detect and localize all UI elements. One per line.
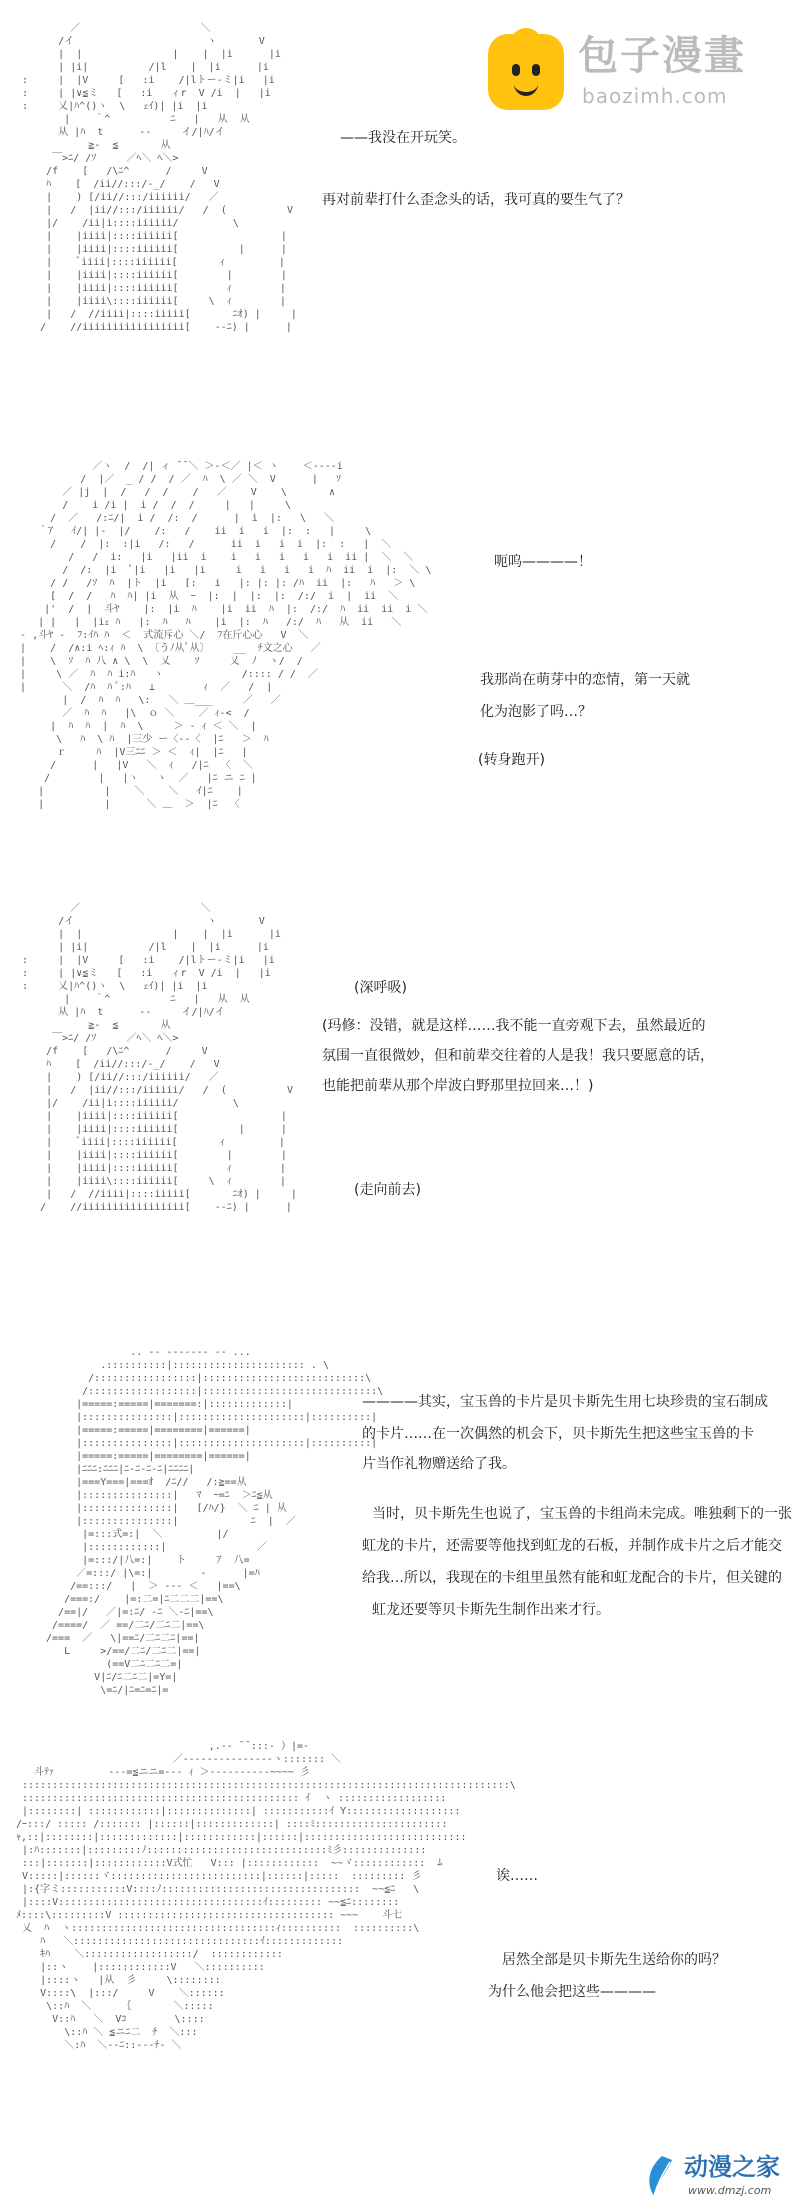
dialogue-line: 虹龙的卡片，还需要等他找到虹龙的石板，并制作成卡片之后才能交 (362, 1538, 782, 1554)
dialogue-line: 也能把前辈从那个岸波白野那里拉回来…！) (322, 1078, 594, 1094)
comic-panel-4 (0, 1340, 800, 1730)
dialogue-line: 化为泡影了吗…？ (480, 704, 592, 720)
ascii-art: ／ヽ / /| ィ ̄ ̄ ＼ ＞‐＜／ |＜ ヽ ＜‐‐‐‐i / |／ _ / / / ／ ﾊ \ ／ ＼ V | ｿ ／ |j | / / / / ／ V \ ∧ / i /i | i / / / | | \ / ／ /:ﾆ/| i / /: / | i |: \ ＼ ｀ｱ ｲ/| |‐ |/ /: / ii i i |: : | \ / / |: :|i /: / ii i i i |: : | ＼ / / i: |i |ii i i i i i i ii | ＼ ＼ / /: |i ﾟ|i |i |i i i i i ﾊ ii i |: ＼ \ / / /ｿ ﾊ |ト |i [: i |: |: |: /ﾊ ii |: ﾊ ＞ \ [ / / ﾊ ﾊ| |i 从 ｰ |: | |: |: /:/ i | ii ＼ |' / | 斗ﾔ |: |i ﾊ |i ii ﾊ |: /:/ ﾊ ii ii i ＼ | | | |iｪ ﾊ |: ﾊ ﾊ |i |: ﾊ /:/ ﾊ 从 ii ＼ ‐ ,斗ﾔ ‐ ﾌ:ｲﾊ ﾊ ＜ 式流斥心 ＼/ ﾌ在斤心心 V ＼ | / /∧:i ﾍ:ｨ ﾊ \ 〔うﾉ从ﾟ从〕 __ ﾁ文之心 ／ | \ ｿ ﾊ 八 ∧ \ \ 乂 ｿ 乂 ﾉ ヽ/ / | \ ／ ﾊ ﾊ i:ﾊ ヽ /:::: / / ／ | ＼ /ﾊ ﾊ ﾟ:ﾊ ⊥ ｨ ／ / | | / ﾊ ﾊ \: ＼ ＿___ ／ ／ ／ ﾊ ﾊ |\ ｏ ＼ ／ ｨ‐< / | ﾊ ﾊ | ﾊ \ ＞ ‐ ｨ ＜ ＼ | \ ﾊ \ ﾊ |三少 ー〈‐‐〈 |ﾆ ＞ ﾊ ｒ ﾊ |V三ﾆﾆ ＞ ＜ ｨ| |ﾆ | / | |V ＼ ｨ /|ﾆ 〈 ＼ / | |ヽ ヽ ／ |ﾆ ニ ﾆ | | | ＼ ＼ ｲ|ﾆ | | | ＼ ＿ ＞ |ﾆ 〈 (20, 461, 432, 810)
dialogue-line: 虹龙还要等贝卡斯先生制作出来才行。 (372, 1602, 610, 1618)
comic-panel-5 (0, 1740, 800, 2140)
dialogue-line: 我那尚在萌芽中的恋情，第一天就 (480, 672, 690, 688)
dialogue-line: 氛围一直很微妙，但和前辈交往着的人是我！我只要愿意的话， (322, 1048, 714, 1064)
dialogue-line: 当时，贝卡斯先生也说了，宝玉兽的卡组尚未完成。唯独剩下的一张 (372, 1506, 792, 1522)
ascii-art: ,.‐‐ ̄ ̄ :::‐ ）|=‐ ／‐‐‐‐‐‐‐‐‐‐‐‐‐‐‐ヽ::::::: ＼ 斗ﾃｧ ‐‐‐=≦ニニ=‐‐‐ ｨ ＞‐‐‐‐‐‐‐‐‐‐~~~~ 彡 :::::::::::::::::::::::::::::::::::::::::::::::::::::::::::::::::::::::::::::::::\ :::::::::::::::::::::::::::::::::::::::::::::: ｲ ヽ :::::::::::::::::: |::::::::| ::::::::::::|::::::::::::::| :::::::::::ｲ Y::::::::::::::::::: /ｰ:::/ ::::: /::::::: |::::::|:::::::::::::| ::::ﾐ:::::::::::::::::::::: ｬ,::|::::::::|:::::::::::::|::::::::::::|::::::|::::::::::::::::::::::::::: |:ﾊ:::::::|:::::::::ﾉ::::::::::::::::::::::::::::::ﾐ彡:::::::::::::: :::|:::::::|::::::::::::V式忙 V::: |:::::::::::: ~~ヾ:::::::::::: ﾑ V:::::|::::::ヾ:::::::::::::::::::::::::|::::::|::::: ::::::::: 彡 |:{字ミ:::::::::::V::::ﾉ::::::::::::::::::::::::::::::::: ~~≦ﾆ \ |::::V::::::::::::::::::::::::::::::::::ｲ::::::::: ~~≦ﾆ:::::::: ﾒ::::\:::::::::V :::::::::::::::::::::::::::::::::::: ~~~ 斗七 乂 ﾊ ヽ::::::::::::::::::::::::::::::::::ｨ:::::::::: ::::::::::\ ﾊ ＼:::::::::::::::::::::::::::::::ｲ::::::::::::: ｷﾊ ＼::::::::::::::::::/ :::::::::::: |::ヽ |::::::::::::V ＼:::::::::: |::::ヽ |从 彡 \:::::::: V::::\ |:::/ V ＼:::::: \::ﾊ ＼ ｛ ＼::::: V::ﾊ ＼ Vｺ \:::: \::ﾊ ＼ ≦ニﾆ二 ﾁ ＼::: ＼:ﾊ ＼‐‐ﾆ::‐‐‐ﾁ‐ ＼ (16, 1741, 516, 2051)
watermark-url: baozimh.com (582, 84, 728, 108)
dialogue-line: (转身跑开) (478, 752, 545, 768)
comic-panel-1 (0, 0, 800, 440)
dialogue-line: ——我没在开玩笑。 (340, 130, 466, 146)
leaf-logo-icon (644, 2154, 674, 2198)
ascii-art: .. -- ‐‐‐‐‐‐‐ -- ... .::::::::::|:::::::::::::::::::::: . \ /:::::::::::::::::|:::::::::::::::::::::::::::\ /::::::::::::::::::|:::::::::::::::::::::::::::::\ |=====:=====|=======:|:::::::::::::| |:::::::::::::::|:::::::::::::::::::::|::::::::::| |=====:=====|========|======| |:::::::::::::::|:::::::::::::::::::::|::::::::::| |=====:=====|========|======| |ﾆﾆﾆ:ﾆﾆﾆ|ﾆ‐ﾆ‐ﾆ‐ﾆ|ﾆﾆﾆﾆ| |===Y===|===ｵ /ﾆ// /:≧==从 |:::::::::::::::| ﾏ ｰ=ﾆ ＞ﾆ≦从 |:::::::::::::::| [/ﾊ/} ＼ ﾆ | 从 |:::::::::::::::| ﾆ | ／ |=:::式=:| ＼ |/ |::::::::::::| ／ |=:::/|八=:| ト ｱ 八= ／=:::/ |\=:| ‐ |=ﾊ /==:::/ | ＞ ‐‐‐ ＜ |==\ /===:/ |=:二=|ﾆ二二二|==\ /==|/ ／|=:ﾆ/ ‐ﾆ ＼‐ﾆ|==\ /====/ ／ ==/二ﾆ/二ﾆ二|==\ /=== ／ \|==ﾆ/二ﾆ二ﾆ|==| L >/==/二ﾆ/二ﾆ二|==| (==V二ﾆ二ﾆ二=| V|ﾆ/ﾆ二ﾆ二|=Y=| \=ﾆ/|ﾆ=ﾆ=ﾆ|= (46, 1347, 384, 1696)
comic-panel-2 (0, 450, 800, 880)
dialogue-line: 的卡片……在一次偶然的机会下，贝卡斯先生把这些宝玉兽的卡 (362, 1426, 754, 1442)
comic-panel-3 (0, 890, 800, 1330)
watermark-bottom-url: www.dmzj.com (688, 2184, 772, 2197)
dialogue-line: 呃呜————！ (494, 554, 592, 570)
ascii-art: ／ ＼ /イ ヽ V | | | | |i |i | |i| /|l | |i |i : | |V [ :i /|lトー-ミ|i |i : | |∨≦ミ [ :i ィr V /i | |i : 乂|ﾊ^()ヽ \ ｪｲ)| |i |i | ｀^ ﾆ | 从 从 从 |ﾊ t ‐‐ イ/|ﾊ/イ ≧‐ ≦ 从 ￣>ﾆ/ /ｿ ／ﾍ＼ ﾍ＼> /f [ /\ﾆ^ / V ﾊ [ /ii//:::/‐_/ / V | ) [/ii//:::/iiiiii/ ／ | / |ii//:::/iiiiii/ / ( V |/ /ii|i::::iiiiii/ \ | |iiii|::::iiiiii[ | | |iiii|::::iiiiii[ | | | ﾞiiii|::::iiiiii[ ｨ | | |iiii|::::iiiiii[ | | | |iiii|::::iiiiii[ ｨ | | |iiii\::::iiiiii[ \ ｨ | | / //iiii|::::iiiii[ ﾆｵ) | | / //iiiiiiiiiiiiiiiii[ ‐‐ﾆ) | | (22, 23, 297, 333)
watermark-bottom-title: 动漫之家 (684, 2153, 780, 2181)
dialogue-line: ————其实，宝玉兽的卡片是贝卡斯先生用七块珍贵的宝石制成 (362, 1394, 768, 1410)
dialogue-line: 为什么他会把这些———— (488, 1984, 656, 2000)
dialogue-line: 居然全部是贝卡斯先生送给你的吗？ (502, 1952, 726, 1968)
watermark-bottom (640, 2150, 790, 2206)
dialogue-line: (深呼吸) (354, 980, 407, 996)
dialogue-line: (玛修：没错，就是这样……我不能一直旁观下去，虽然最近的 (322, 1018, 706, 1034)
dialogue-line: 再对前辈打什么歪念头的话，我可真的要生气了？ (322, 192, 630, 208)
dialogue-line: 诶…… (496, 1868, 538, 1884)
dialogue-line: 给我…所以，我现在的卡组里虽然有能和虹龙配合的卡片，但关键的 (362, 1570, 782, 1586)
dialogue-line: 片当作礼物赠送给了我。 (362, 1456, 516, 1472)
watermark-title: 包子漫畫 (578, 33, 746, 79)
dialogue-line: (走向前去) (354, 1182, 421, 1198)
ascii-art: ／ ＼ /イ ヽ V | | | | |i |i | |i| /|l | |i |i : | |V [ :i /|lトー-ミ|i |i : | |∨≦ミ [ :i ィr V /i | |i : 乂|ﾊ^()ヽ \ ｪｲ)| |i |i | ｀^ ﾆ | 从 从 从 |ﾊ t ‐‐ イ/|ﾊ/イ ≧‐ ≦ 从 ￣>ﾆ/ /ｿ ／ﾍ＼ ﾍ＼> /f [ /\ﾆ^ / V ﾊ [ /ii//:::/‐_/ / V | ) [/ii//:::/iiiiii/ ／ | / |ii//:::/iiiiii/ / ( V |/ /ii|i::::iiiiii/ \ | |iiii|::::iiiiii[ | | |iiii|::::iiiiii[ | | | ﾞiiii|::::iiiiii[ ｨ | | |iiii|::::iiiiii[ | | | |iiii|::::iiiiii[ ｨ | | |iiii\::::iiiiii[ \ ｨ | | / //iiii|::::iiiii[ ﾆｵ) | | / //iiiiiiiiiiiiiiiii[ ‐‐ﾆ) | | (22, 903, 297, 1213)
